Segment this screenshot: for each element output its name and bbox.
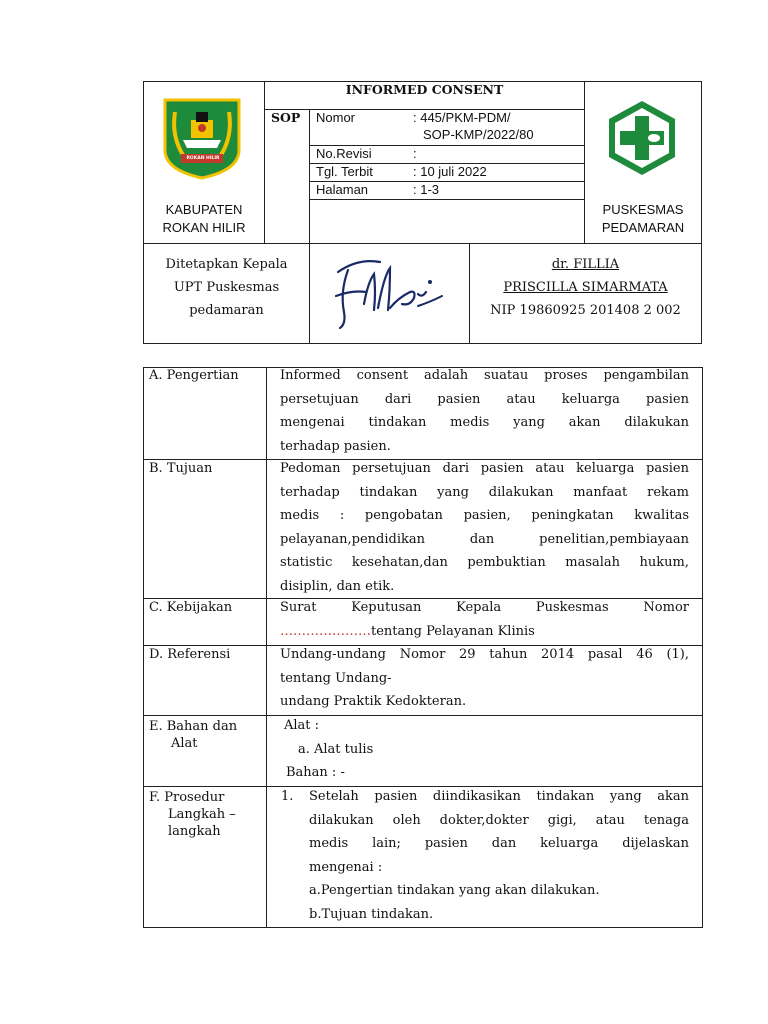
section-f-label: F. Prosedur Langkah – langkah bbox=[149, 790, 236, 839]
puskesmas-logo-icon bbox=[603, 98, 681, 178]
section-c-label: C. Kebijakan bbox=[149, 600, 233, 615]
section-a-text: Informed consent adalah suatau proses pengambilan persetujuan dari pasien atau keluarga pasien mengenai tindakan medis yang akan dilakukan terhadap pasien. bbox=[280, 368, 689, 454]
field-label-terbit: Tgl. Terbit bbox=[316, 164, 373, 179]
section-c-text: Surat Keputusan Kepala Puskesmas Nomor …………………tentang Pelayanan Klinis bbox=[280, 600, 689, 639]
document-title: INFORMED CONSENT bbox=[345, 82, 504, 97]
section-f-text: Setelah pasien diindikasikan tindakan yang akan dilakukan oleh dokter,dokter gigi, atau tenaga medis lain; pasien dan keluarga dijelaskan mengenai : a.Pengertian tindakan yang akan dilakukan. b.Tujuan tindakan. bbox=[309, 789, 689, 922]
approval-line2: UPT Puskesmas bbox=[173, 280, 280, 295]
left-org-line2: ROKAN HILIR bbox=[162, 220, 246, 235]
signature-icon bbox=[318, 252, 460, 334]
section-e-text: Alat : a. Alat tulis Bahan : - bbox=[284, 718, 374, 780]
section-a-label: A. Pengertian bbox=[149, 368, 239, 383]
sop-label: SOP bbox=[271, 110, 301, 125]
section-b-text: Pedoman persetujuan dari pasien atau keluarga pasien terhadap tindakan yang dilakukan manfaat rekam medis : pengobatan pasien, peningkatan kwalitas pelayanan,pendidikan dan penelitian,pembiayaan statistic kesehatan,dan pembuktian masalah hukum, disiplin, dan etik. bbox=[280, 461, 689, 594]
field-label-nomor: Nomor bbox=[316, 110, 356, 125]
right-org-line1: PUSKESMAS bbox=[602, 202, 684, 217]
section-b-label: B. Tujuan bbox=[149, 461, 213, 476]
field-label-revisi: No.Revisi bbox=[316, 146, 372, 161]
section-d-label: D. Referensi bbox=[149, 647, 231, 662]
section-e-label: E. Bahan dan Alat bbox=[149, 719, 238, 751]
left-org-line1: KABUPATEN bbox=[165, 202, 243, 217]
official-name-line2: PRISCILLA SIMARMATA bbox=[503, 280, 668, 295]
approval-line1: Ditetapkan Kepala bbox=[165, 257, 288, 272]
section-d-text: Undang-undang Nomor 29 tahun 2014 pasal 46 (1), tentang Undang- undang Praktik Kedokteran. bbox=[280, 647, 689, 709]
field-value-nomor: : 445/PKM-PDM/ bbox=[413, 110, 511, 125]
kabupaten-emblem-icon bbox=[163, 98, 241, 180]
official-name-line1: dr. FILLIA bbox=[551, 257, 620, 272]
step-number: 1. bbox=[281, 789, 294, 804]
field-value-revisi: : bbox=[413, 146, 417, 161]
field-value-terbit: : 10 juli 2022 bbox=[413, 164, 487, 179]
field-label-halaman: Halaman bbox=[316, 182, 369, 197]
right-org-line2: PEDAMARAN bbox=[601, 220, 685, 235]
emblem-text: ROKAN HILIR bbox=[186, 156, 220, 161]
official-nip: NIP 19860925 201408 2 002 bbox=[490, 303, 681, 318]
field-value-nomor-2: SOP-KMP/2022/80 bbox=[423, 127, 534, 142]
approval-line3: pedamaran bbox=[189, 303, 264, 318]
field-value-halaman: : 1-3 bbox=[413, 182, 440, 197]
